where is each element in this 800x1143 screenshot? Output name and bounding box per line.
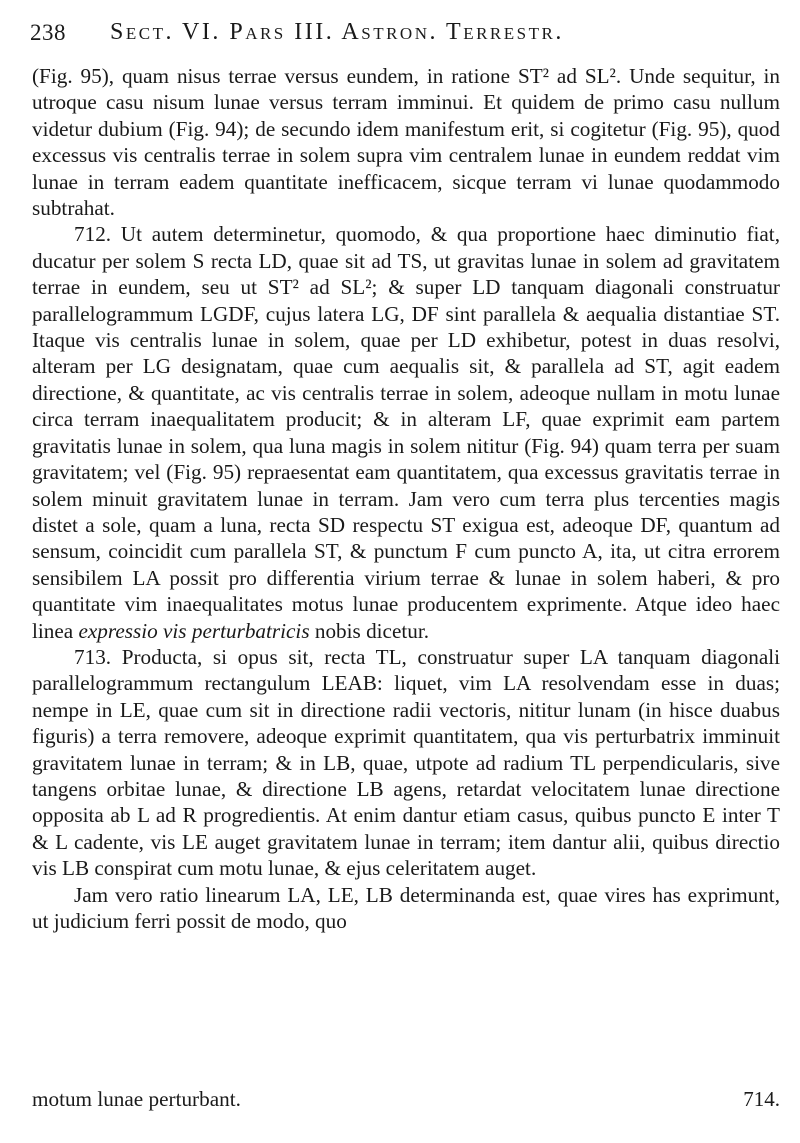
paragraph-text: 712. Ut autem determinetur, quomodo, & qua proportione haec diminutio fiat, ducatur per solem S recta LD, quae sit ad TS, ut gravitas lunae in solem ad gravitatem terrae in eundem, seu ut ST² ad SL²; & super LD tanquam diagonali construatur parallelogrammum LGDF, cujus latera LG, DF sint parallela & aequalia distantiae ST. Itaque vis centralis lunae in solem, quae per LD exhibetur, potest in duas resolvi, alteram per LG designatam, quae cum aequalis sit, & parallela ad ST, agit eadem directione, & quantitate, ac vis centralis terrae in solem, adeoque nullam in motu lunae circa terram inaequalitatem producit; & in alteram LF, quae exprimit eam partem gravitatis lunae in solem, qua luna magis in solem nititur (Fig. 94) quam terra per suam gravitatem; vel (Fig. 95) repraesentat eam quantitatem, qua excessus gravitatis terrae in solem minuit gravitatem lunae in terram. Jam vero cum terra plus tercenties magis distet a sole, quam a luna, recta SD respectu ST exigua est, adeoque DF, quantum ad sensum, coincidit cum parallela ST, & punctum F cum puncto A, ita, ut citra errorem sensibilem LA possit pro differentia virium terrae & lunae in solem haberi, & pro quantitate vim inaequalitates motus lunae producentem exprimente. Atque ideo haec linea	[32, 222, 780, 643]
paragraph-text: nobis dicetur.	[309, 618, 430, 643]
page-header	[30, 8, 770, 52]
paragraph-text: 713. Producta, si opus sit, recta TL, construatur super LA tanquam diagonali parallelogrammum rectangulum LEAB: liquet, vim LA resolvendam esse in duas; nempe in LE, quae cum sit in directione radii vectoris, nititur lunam (in hisce duabus figuris) a terra removere, adeoque exprimit quantitatem, qua vis perturbatrix imminuit gravitatem lunae in terram; & in LB, quae, utpote ad radium TL perpendicularis, sive tangens orbitae lunae, & directione LB agens, retardat velocitatem lunae directione opposita ab L ad R progredientis. At enim dantur etiam casus, quibus puncto E inter T & L cadente, vis LE auget gravitatem lunae in terram; item dantur alii, quibus directio vis LB conspirat cum motu lunae, & ejus celeritatem auget.	[32, 644, 780, 881]
running-head: Sect. VI. Pars III. Astron. Terrestr.	[110, 19, 564, 45]
body-text	[32, 63, 780, 934]
paragraph	[32, 221, 780, 644]
paragraph	[32, 644, 780, 882]
catchword: 714.	[743, 1087, 780, 1111]
page-number: 238	[30, 20, 66, 45]
final-line-row	[32, 1087, 780, 1117]
last-line: motum lunae perturbant.	[32, 1087, 241, 1111]
paragraph-text: (Fig. 95), quam nisus terrae versus eundem, in ratione ST² ad SL². Unde sequitur, in utroque casu nisum lunae versus terram imminui. Et quidem de primo casu nullum videtur dubium (Fig. 94); de secundo idem manifestum erit, si cogitetur (Fig. 95), quod excessus vis centralis terrae in solem supra vim centralem lunae in eundem reddat vim lunae in terram eadem quantitate inefficacem, sicque terram vi lunae quodammodo subtrahat.	[32, 64, 780, 221]
paragraph-text: Jam vero ratio linearum LA, LE, LB determinanda est, quae vires has exprimunt, ut judicium ferri possit de modo, quo	[32, 882, 780, 933]
italic-phrase: expressio vis perturbatricis	[78, 618, 310, 643]
paragraph	[32, 882, 780, 935]
paragraph	[32, 63, 780, 221]
